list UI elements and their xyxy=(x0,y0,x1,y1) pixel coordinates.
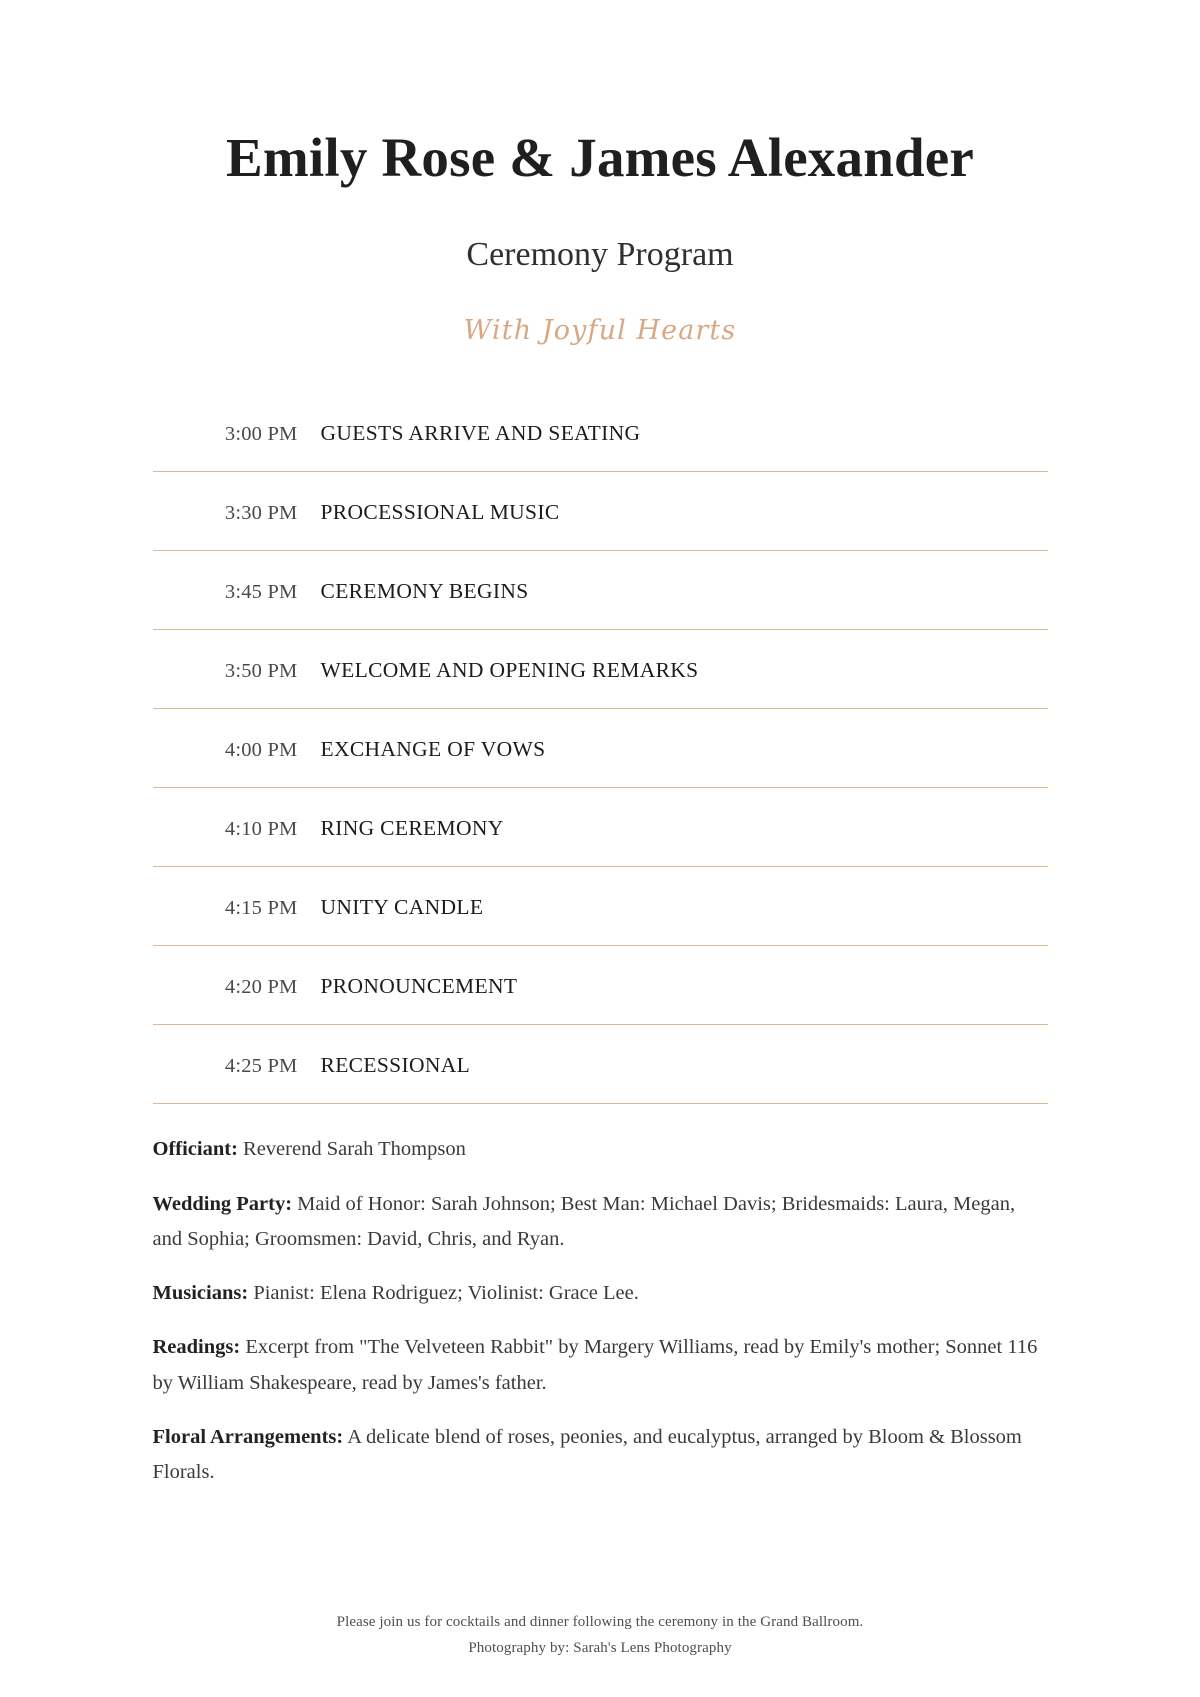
schedule-row-event: PRONOUNCEMENT xyxy=(320,974,518,999)
detail-value: Maid of Honor: Sarah Johnson; Best Man: Michael Davis; Bridesmaids: Laura, Megan, and Sophia; Groomsmen: David, Chris, and Ryan. xyxy=(152,1192,1016,1250)
detail-value: Excerpt from "The Velveteen Rabbit" by Margery Williams, read by Emily's mother; Sonnet 116 by William Shakespeare, read by James's father. xyxy=(152,1336,1038,1394)
detail-item xyxy=(153,1276,1048,1311)
schedule-row xyxy=(153,709,1048,788)
schedule-row-content xyxy=(153,867,1048,942)
schedule-row-event: EXCHANGE OF VOWS xyxy=(320,737,546,762)
schedule-row-time: 4:00 PM xyxy=(224,739,298,762)
detail-label: Readings: xyxy=(152,1336,241,1359)
detail-item xyxy=(153,1132,1048,1167)
details-section xyxy=(153,1104,1048,1490)
schedule-row-time: 3:45 PM xyxy=(224,581,298,604)
schedule-row xyxy=(153,630,1048,709)
schedule-row-event: CEREMONY BEGINS xyxy=(320,579,529,604)
schedule-list xyxy=(153,345,1048,1104)
program-footer xyxy=(0,1610,1200,1661)
schedule-row-content xyxy=(153,630,1048,705)
detail-value: A delicate blend of roses, peonies, and eucalyptus, arranged by Bloom & Blossom Florals. xyxy=(152,1425,1022,1484)
schedule-row-event: RECESSIONAL xyxy=(320,1053,471,1078)
program-subtitle: Ceremony Program xyxy=(466,235,734,273)
schedule-row-time: 4:20 PM xyxy=(224,976,298,999)
schedule-row xyxy=(153,472,1048,551)
schedule-row-event: GUESTS ARRIVE AND SEATING xyxy=(320,421,641,446)
schedule-row-content xyxy=(153,709,1048,784)
detail-label: Floral Arrangements: xyxy=(152,1425,344,1448)
schedule-row xyxy=(153,788,1048,867)
footer-reception-note: Please join us for cocktails and dinner following the ceremony in the Grand Ballroom. xyxy=(336,1614,864,1630)
footer-photography-credit: Photography by: Sarah's Lens Photography xyxy=(468,1639,732,1656)
schedule-row-time: 4:10 PM xyxy=(224,818,298,841)
detail-label: Wedding Party: xyxy=(152,1192,293,1215)
schedule-row-content xyxy=(153,1025,1048,1100)
schedule-row-event: RING CEREMONY xyxy=(320,816,504,841)
schedule-row-content xyxy=(153,788,1048,863)
detail-label: Officiant: xyxy=(152,1138,238,1161)
detail-value: Reverend Sarah Thompson xyxy=(243,1138,466,1161)
detail-label: Musicians: xyxy=(152,1282,249,1305)
schedule-row xyxy=(153,393,1048,472)
schedule-row-time: 3:00 PM xyxy=(224,423,298,446)
schedule-row xyxy=(153,551,1048,630)
schedule-row xyxy=(153,1025,1048,1104)
schedule-row-content xyxy=(153,551,1048,626)
schedule-row xyxy=(153,946,1048,1025)
detail-item xyxy=(153,1330,1048,1401)
schedule-row-content xyxy=(153,946,1048,1021)
schedule-row-content xyxy=(153,472,1048,547)
page-title: Emily Rose & James Alexander xyxy=(225,127,975,188)
detail-item xyxy=(153,1420,1048,1491)
schedule-row-content xyxy=(153,393,1048,468)
schedule-row-time: 4:25 PM xyxy=(224,1055,298,1078)
schedule-row-event: WELCOME AND OPENING REMARKS xyxy=(320,658,699,683)
detail-value: Pianist: Elena Rodriguez; Violinist: Grace Lee. xyxy=(253,1282,639,1305)
schedule-row-time: 3:50 PM xyxy=(224,660,298,683)
schedule-row-time: 4:15 PM xyxy=(224,897,298,920)
schedule-row-time: 3:30 PM xyxy=(224,502,298,525)
detail-item xyxy=(153,1187,1048,1258)
program-header xyxy=(0,0,1200,345)
script-tagline: With Joyful Hearts xyxy=(463,314,737,346)
schedule-row-event: PROCESSIONAL MUSIC xyxy=(320,500,560,525)
schedule-row xyxy=(153,867,1048,946)
schedule-row-event: UNITY CANDLE xyxy=(320,895,484,920)
